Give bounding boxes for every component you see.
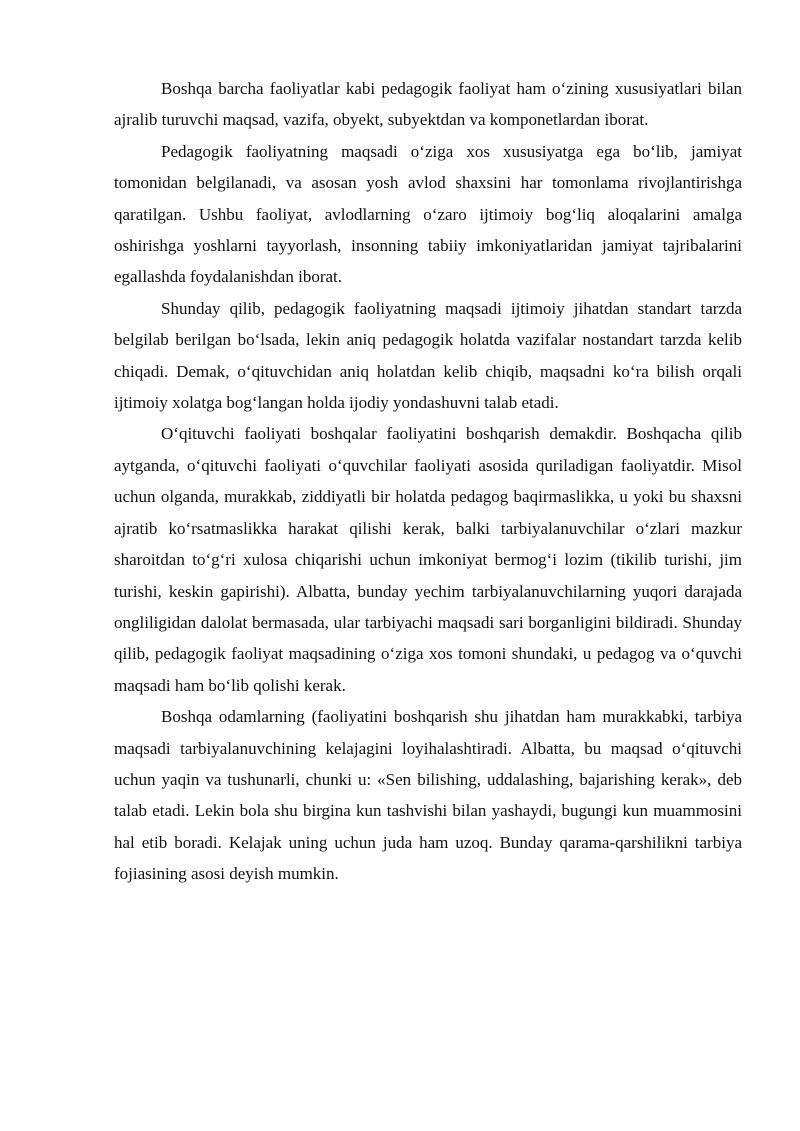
paragraph-2: Pedagogik faoliyatning maqsadi o‘ziga xos xususiyatga ega bo‘lib, jamiyat tomonidan belgilanadi, va asosan yosh avlod shaxsini har tomonlama rivojlantirishga qaratilgan. Ushbu faoliyat, avlodlarning o‘zaro ijtimoiy bog‘liq aloqalarini amalga oshirishga yoshlarni tayyorlash, insonning tabiiy imkoniyatlaridan jamiyat tajribalarini egallashda foydalanishdan iborat. — [114, 141, 742, 287]
document-body — [114, 73, 742, 890]
paragraph-5: Boshqa odamlarning (faoliyatini boshqarish shu jihatdan ham murakkabki, tarbiya maqsadi tarbiyalanuvchining kelajagini loyihalashtiradi. Albatta, bu maqsad o‘qituvchi uchun yaqin va tushunarli, chunki u: «Sen bilishing, uddalashing, bajarishing kerak», deb talab etadi. Lekin bola shu birgina kun tashvishi bilan yashaydi, bugungi kun muammosini hal etib boradi. Kelajak uning uchun juda ham uzoq. Bunday qarama-qarshilikni tarbiya fojiasining asosi deyish mumkin. — [114, 707, 742, 884]
paragraph-4: O‘qituvchi faoliyati boshqalar faoliyatini boshqarish demakdir. Boshqacha qilib aytganda, o‘qituvchi faoliyati o‘quvchilar faoliyati asosida quriladigan faoliyatdir. Misol uchun olganda, murakkab, ziddiyatli bir holatda pedagog baqirmaslikka, u yoki bu shaxsni ajratib ko‘rsatmaslikka harakat qilishi kerak, balki tarbiyalanuvchilar o‘zlari mazkur sharoitdan to‘g‘ri xulosa chiqarishi uchun imkoniyat bermog‘i lozim (tikilib turishi, jim turishi, keskin gapirishi). Albatta, bunday yechim tarbiyalanuvchilarning yuqori darajada ongliligidan dalolat bermasada, ular tarbiyachi maqsadi sari borganligini bildiradi. Shunday qilib, pedagogik faoliyat maqsadining o‘ziga xos tomoni shundaki, u pedagog va o‘quvchi maqsadi ham bo‘lib qolishi kerak. — [114, 424, 742, 695]
paragraph-3: Shunday qilib, pedagogik faoliyatning maqsadi ijtimoiy jihatdan standart tarzda belgilab berilgan bo‘lsada, lekin aniq pedagogik holatda vazifalar nostandart tarzda kelib chiqadi. Demak, o‘qituvchidan aniq holatdan kelib chiqib, maqsadni ko‘ra bilish orqali ijtimoiy xolatga bog‘langan holda ijodiy yondashuvni talab etadi. — [114, 298, 742, 413]
paragraph-1: Boshqa barcha faoliyatlar kabi pedagogik faoliyat ham o‘zining xususiyatlari bilan ajralib turuvchi maqsad, vazifa, obyekt, subyektdan va komponetlardan iborat. — [114, 79, 742, 130]
